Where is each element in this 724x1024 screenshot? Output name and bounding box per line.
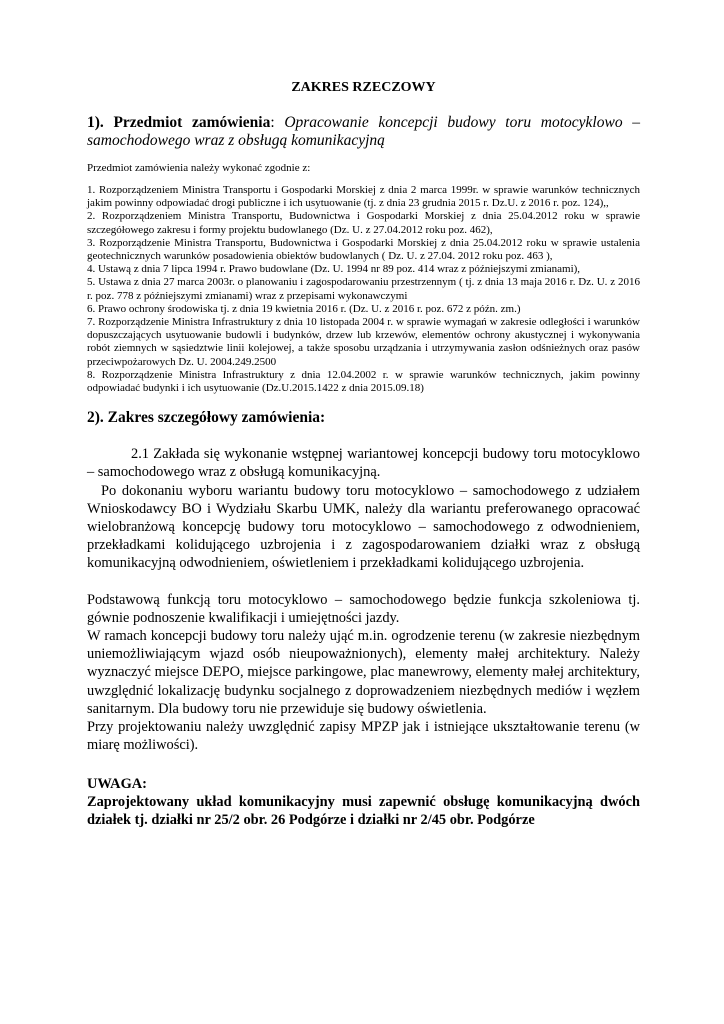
section-1-label: 1). Przedmiot zamówienia [87,114,271,131]
section-1-heading [87,114,640,150]
section-2-paragraph-3: Podstawową funkcją toru motocyklowo – samochodowego będzie funkcja szkoleniowa tj. gównie podnoszenie kwalifikacji i umiejętności jazdy. [87,591,640,626]
section-2-paragraph-5: Przy projektowaniu należy uwzględnić zapisy MPZP jak i istniejące ukształtowanie terenu (w miarę możliwości). [87,719,640,754]
regulation-item: 2. Rozporządzeniem Ministra Transportu, Budownictwa i Gospodarki Morskiej z dnia 25.04.2012 roku w sprawie szczegółowego zakresu i formy projektu budowlanego (Dz. U. z 27.04.2012 roku poz. 462), [87,210,640,236]
regulation-item: 5. Ustawa z dnia 27 marca 2003r. o planowaniu i zagospodarowaniu przestrzennym ( tj. z dnia 13 maja 2016 r. Dz. U. z 2016 r. poz. 778 z późniejszymi zmianami) wraz z przepisami wykonawczymi [87,276,640,302]
section-1-subject: Opracowanie koncepcji budowy toru motocyklowo – samochodowego wraz z obsługą komunikacyjną [87,114,640,149]
section-2-heading: 2). Zakres szczegółowy zamówienia: [87,409,326,427]
document-title: ZAKRES RZECZOWY [291,80,436,95]
section-2-paragraph-4: W ramach koncepcji budowy toru należy ująć m.in. ogrodzenie terenu (w zakresie niezbędnym uniemożliwiającym wjazd osób nieupoważnionych), elementy małej architektury. Należy wyznaczyć miejsce DEPO, miejsce parkingowe, plac manewrowy, elementy małej architektury, uwzględnić lokalizację budynku socjalnego z doprowadzeniem niezbędnych mediów i węzłem sanitarnym. Dla budowy toru nie przewiduje się budowy oświetlenia. [87,628,640,717]
section-1-colon: : [270,114,285,131]
regulation-item: 6. Prawo ochrony środowiska tj. z dnia 19 kwietnia 2016 r. (Dz. U. z 2016 r. poz. 672 z późn. zm.) [87,302,521,315]
regulations-list [87,184,640,395]
regulation-item: 4. Ustawą z dnia 7 lipca 1994 r. Prawo budowlane (Dz. U. 1994 nr 89 poz. 414 wraz z późniejszymi zmianami), [87,263,581,276]
section-1-intro: Przedmiot zamówienia należy wykonać zgodnie z: [87,162,311,174]
regulation-item: 7. Rozporządzenie Ministra Infrastruktury z dnia 10 listopada 2004 r. w sprawie wymagań w zakresie odległości i warunków dopuszczających usytuowanie budowli i budynków, drzew lub krzewów, elementów ochrony akustycznej i wykonywania robót ziemnych w sąsiedztwie linii kolejowej, a także sposobu urządzania i utrzymywania zasłon odśnieżnych oraz pasów przeciwpożarowych Dz. U. 2004.249.2500 [87,316,640,368]
document-page [87,80,640,829]
regulation-item: 8. Rozporządzenie Ministra Infrastruktury z dnia 12.04.2002 r. w sprawie warunków technicznych, jakim powinny odpowiadać budynki i ich usytuowanie (Dz.U.2015.1422 z dnia 2015.09.18) [87,368,640,395]
paragraph-spacer [87,573,640,591]
section-2-paragraph-1: 2.1 Zakłada się wykonanie wstępnej wariantowej koncepcji budowy toru motocyklowo – samochodowego wraz z obsługą komunikacyjną. [87,446,640,481]
regulation-item: 1. Rozporządzeniem Ministra Transportu i Gospodarki Morskiej z dnia 2 marca 1999r. w sprawie warunków technicznych jakim powinny odpowiadać drogi publiczne i ich usytuowanie (tj. z dnia 23 grudnia 2015 r. Dz.U. z 2016 r. poz. 124),, [87,184,640,210]
notice-text: Zaprojektowany układ komunikacyjny musi zapewnić obsługę komunikacyjną dwóch działek tj. działki nr 25/2 obr. 26 Podgórze i działki nr 2/45 obr. Podgórze [87,793,640,828]
section-2-paragraph-2: Po dokonaniu wyboru wariantu budowy toru motocyklowo – samochodowego z udziałem Wnioskodawcy BO i Wydziału Skarbu UMK, należy dla wariantu preferowanego opracować wielobranżową koncepcję budowy toru motocyklowo – samochodowego z odwodnieniem, przekładkami kolidującego uzbrojenia i z zagospodarowaniem działki wraz z obsługą komunikacyjną odwodnieniem, oświetleniem i przekładkami kolidującego uzbrojenia. [87,482,640,572]
notice-heading: UWAGA: [87,775,147,792]
regulation-item: 3. Rozporządzenie Ministra Transportu, Budownictwa i Gospodarki Morskiej z dnia 25.04.2012 roku w sprawie ustalenia geotechnicznych warunków posadowienia obiektów budowlanych ( Dz. U. z 27.04. 2012 roku poz. 463 ), [87,236,640,263]
